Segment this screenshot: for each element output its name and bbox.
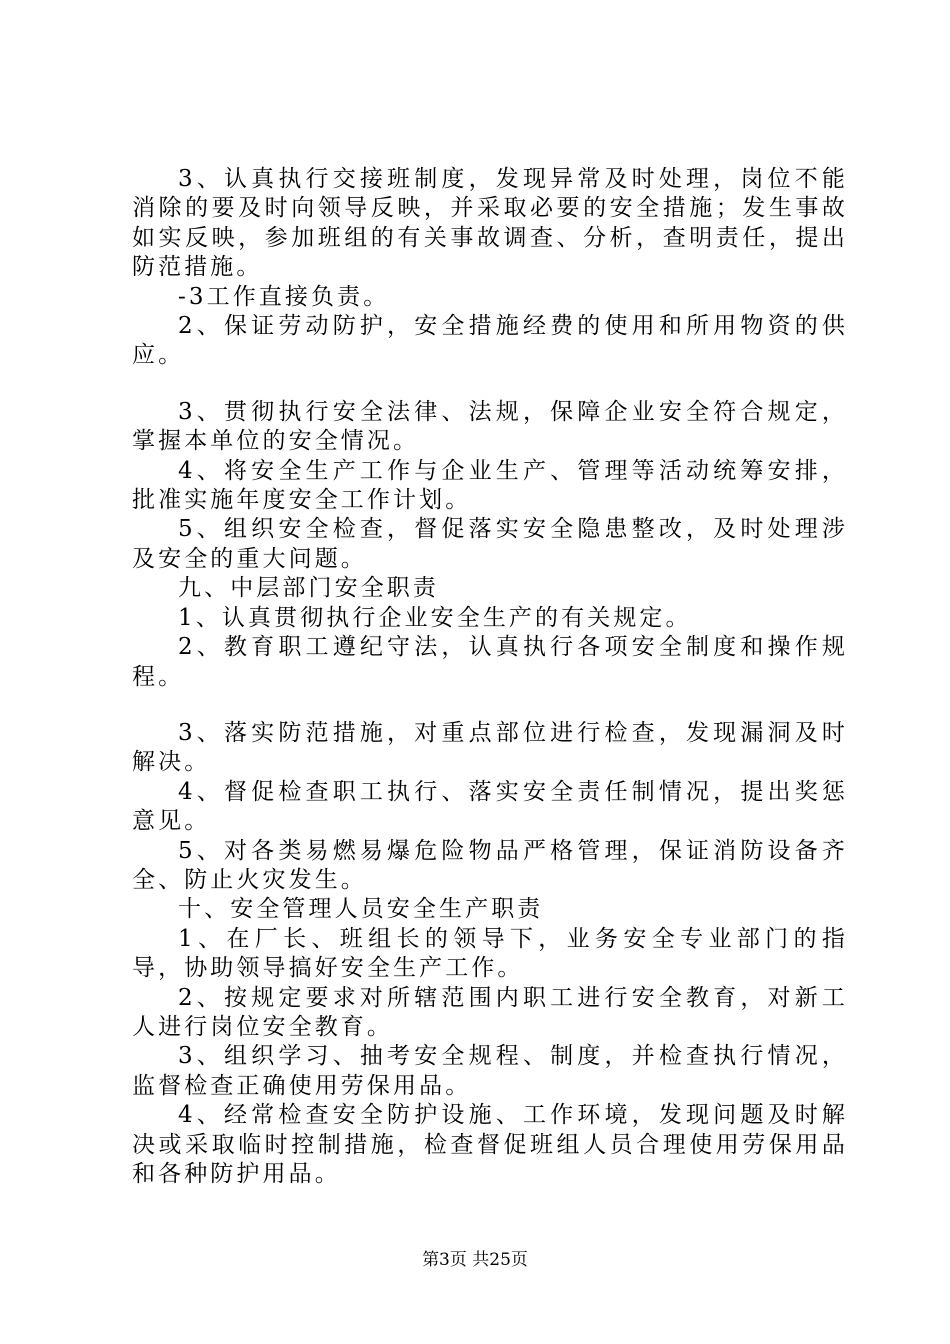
paragraph: 3、组织学习、抽考安全规程、制度，并检查执行情况，监督检查正确使用劳保用品。 (132, 1043, 848, 1099)
paragraph-gap (132, 692, 848, 719)
section-heading: 九、中层部门安全职责 (178, 575, 439, 602)
section-heading: 十、安全管理人员安全生产职责 (178, 896, 544, 923)
paragraph: 3、落实防范措施，对重点部位进行检查，发现漏洞及时解决。 (132, 719, 848, 776)
paragraph: 4、将安全生产工作与企业生产、管理等活动统筹安排，批准实施年度安全工作计划。 (132, 457, 848, 514)
document-body (132, 165, 848, 1189)
paragraph: 4、经常检查安全防护设施、工作环境，发现问题及时解决或采取临时控制措施，检查督促班组人员合理使用劳保用品和各种防护用品。 (132, 1102, 848, 1187)
paragraph: 3、认真执行交接班制度，发现异常及时处理，岗位不能消除的要及时向领导反映，并采取必要的安全措施；发生事故如实反映，参加班组的有关事故调查、分析，查明责任，提出防范措施。 (132, 166, 848, 281)
paragraph: 5、组织安全检查，督促落实安全隐患整改，及时处理涉及安全的重大问题。 (132, 516, 848, 572)
paragraph: 2、教育职工遵纪守法，认真执行各项安全制度和操作规程。 (132, 634, 848, 690)
paragraph: 3、贯彻执行安全法律、法规，保障企业安全符合规定，掌握本单位的安全情况。 (132, 398, 848, 455)
paragraph: 2、保证劳动防护，安全措施经费的使用和所用物资的供应。 (132, 313, 848, 369)
paragraph-gap (132, 371, 848, 398)
paragraph: 5、对各类易燃易爆危险物品严格管理，保证消防设备齐全、防止火灾发生。 (132, 837, 848, 893)
paragraph: 1、认真贯彻执行企业安全生产的有关规定。 (178, 604, 692, 631)
paragraph: 2、按规定要求对所辖范围内职工进行安全教育，对新工人进行岗位安全教育。 (132, 984, 848, 1040)
paragraph: 1、在厂长、班组长的领导下，业务安全专业部门的指导，协助领导搞好安全生产工作。 (132, 925, 848, 982)
page-footer: 第3页 共25页 (422, 1250, 528, 1270)
paragraph: -3工作直接负责。 (178, 283, 390, 310)
paragraph: 4、督促检查职工执行、落实安全责任制情况，提出奖惩意见。 (132, 778, 848, 835)
